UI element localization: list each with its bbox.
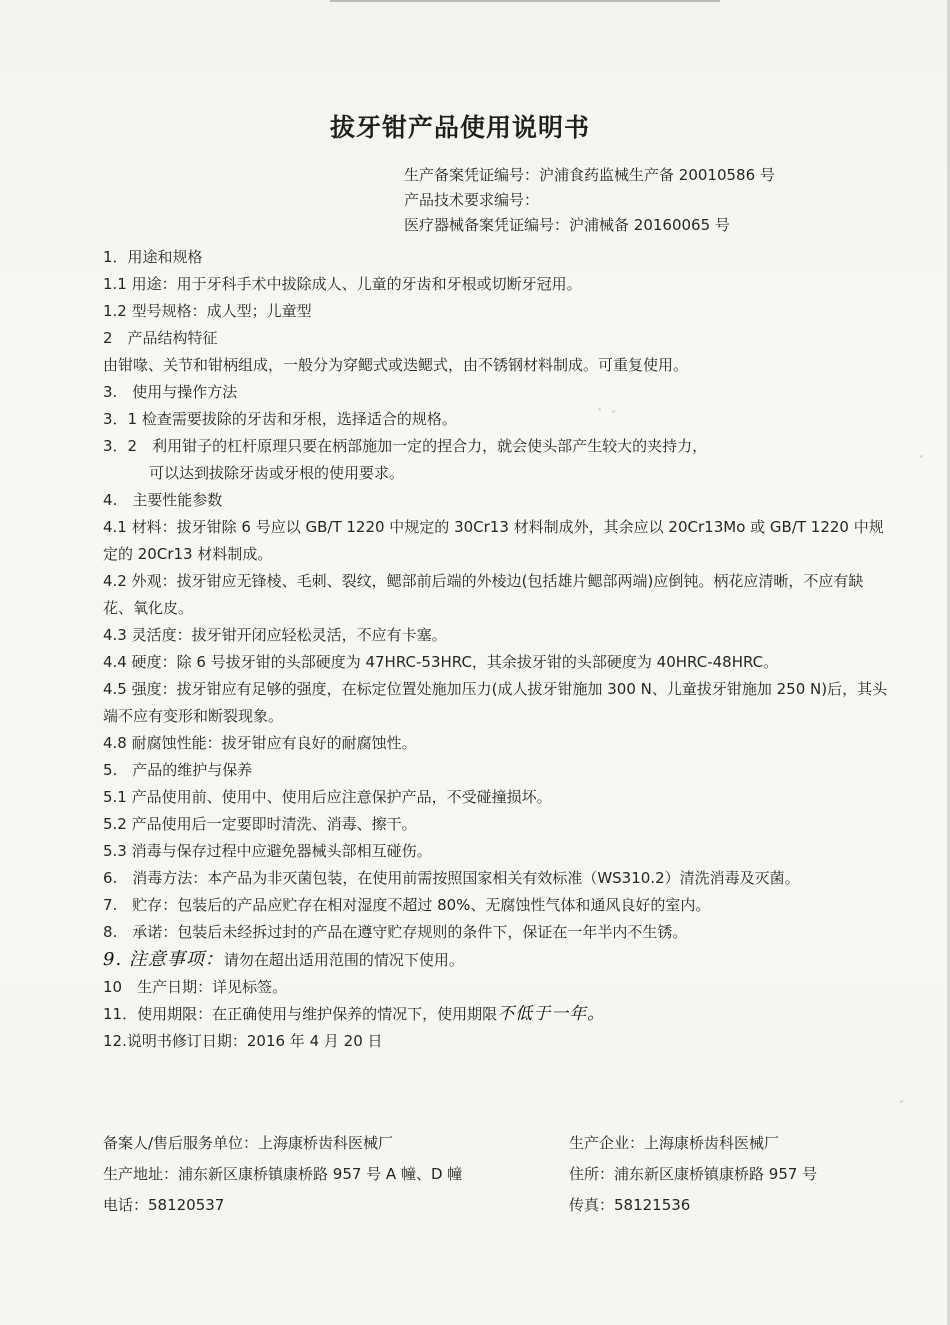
section-1-heading: 1．用途和规格 [103, 248, 203, 266]
scan-speck [920, 455, 923, 458]
section-3-1: 3．1 检查需要拔除的牙齿和牙根，选择适合的规格。 [103, 410, 457, 428]
filing-party: 备案人/售后服务单位：上海康桥齿科医械厂 [103, 1134, 394, 1152]
section-4-1: 4.1 材料：拔牙钳除 6 号应以 GB/T 1220 中规定的 30Cr13 材料制成外，其余应以 20Cr13Mo 或 GB/T 1220 中规定的 20Cr13 材料制成。 [103, 518, 884, 563]
section-7: 7. 贮存：包装后的产品应贮存在相对湿度不超过 80%、无腐蚀性气体和通风良好的室内。 [103, 896, 711, 914]
section-8: 8. 承诺：包装后未经拆过封的产品在遵守贮存规则的条件下，保证在一年半内不生锈。 [103, 923, 688, 941]
section-2-heading: 2 产品结构特征 [103, 329, 218, 347]
section-4-heading: 4. 主要性能参数 [103, 491, 223, 509]
section-5-heading: 5. 产品的维护与保养 [103, 761, 253, 779]
scan-speck [612, 410, 615, 413]
section-6: 6. 消毒方法：本产品为非灭菌包装，在使用前需按照国家相关有效标准（WS310.2）清洗消毒及灭菌。 [103, 869, 800, 887]
section-4-3: 4.3 灵活度：拔牙钳开闭应轻松灵活，不应有卡塞。 [103, 626, 447, 644]
instruction-body [103, 244, 893, 1055]
section-11-handwritten-tail: 不低于一年。 [497, 1004, 606, 1024]
fax-number: 传真：58121536 [569, 1196, 691, 1214]
section-3-2-line-2: 可以达到拔除牙齿或牙根的使用要求。 [149, 464, 405, 482]
section-4-5: 4.5 强度：拔牙钳应有足够的强度，在标定位置处施加压力(成人拔牙钳施加 300 N、儿童拔牙钳施加 250 N)后，其头端不应有变形和断裂现象。 [103, 680, 888, 725]
manufacturer: 生产企业：上海康桥齿科医械厂 [569, 1134, 780, 1152]
section-1-2: 1.2 型号规格：成人型；儿童型 [103, 302, 312, 320]
section-9-body: 请勿在超出适用范围的情况下使用。 [223, 951, 464, 969]
section-10: 10 生产日期：详见标签。 [103, 978, 288, 996]
registration-info [404, 163, 924, 238]
section-9 [103, 946, 893, 974]
section-2-body: 由钳喙、关节和钳柄组成，一般分为穿鳃式或迭鳃式，由不锈钢材料制成。可重复使用。 [103, 356, 689, 374]
section-5-1: 5.1 产品使用前、使用中、使用后应注意保护产品，不受碰撞损坏。 [103, 788, 552, 806]
section-12: 12.说明书修订日期：2016 年 4 月 20 日 [103, 1032, 383, 1050]
production-filing-number: 生产备案凭证编号：沪浦食药监械生产备 20010586 号 [404, 166, 775, 184]
section-5-3: 5.3 消毒与保存过程中应避免器械头部相互碰伤。 [103, 842, 432, 860]
document-title: 拔牙钳产品使用说明书 [330, 113, 591, 142]
section-4-2: 4.2 外观：拔牙钳应无锋棱、毛刺、裂纹，鳃部前后端的外棱边(包括雄片鳃部两端)应倒钝。柄花应清晰，不应有缺花、氧化皮。 [103, 572, 864, 617]
section-9-handwritten-label: 9. 注意事项： [103, 949, 224, 970]
manufacturer-column [569, 1128, 899, 1221]
section-1-1: 1.1 用途：用于牙科手术中拔除成人、儿童的牙齿和牙根或切断牙冠用。 [103, 275, 582, 293]
section-11 [103, 1001, 893, 1028]
section-4-8: 4.8 耐腐蚀性能：拔牙钳应有良好的耐腐蚀性。 [103, 734, 417, 752]
section-11-body: 11．使用期限：在正确使用与维护保养的情况下，使用期限 [103, 1005, 498, 1023]
filing-party-column [103, 1128, 563, 1221]
section-3-heading: 3. 使用与操作方法 [103, 383, 238, 401]
phone-number: 电话：58120537 [103, 1196, 225, 1214]
section-4-4: 4.4 硬度：除 6 号拔牙钳的头部硬度为 47HRC-53HRC，其余拔牙钳的头部硬度为 40HRC-48HRC。 [103, 653, 779, 671]
section-5-2: 5.2 产品使用后一定要即时清洗、消毒、擦干。 [103, 815, 417, 833]
technical-requirement-number: 产品技术要求编号： [404, 191, 540, 209]
scan-speck [900, 1100, 903, 1103]
device-filing-number: 医疗器械备案凭证编号：沪浦械备 20160065 号 [404, 216, 730, 234]
scan-top-edge [330, 0, 720, 2]
production-address: 生产地址：浦东新区康桥镇康桥路 957 号 A 幢、D 幢 [103, 1165, 463, 1183]
residence-address: 住所：浦东新区康桥镇康桥路 957 号 [569, 1165, 818, 1183]
section-3-2-line-1: 3．2 利用钳子的杠杆原理只要在柄部施加一定的捏合力，就会使头部产生较大的夹持力， [103, 437, 708, 455]
scan-speck [598, 408, 601, 411]
